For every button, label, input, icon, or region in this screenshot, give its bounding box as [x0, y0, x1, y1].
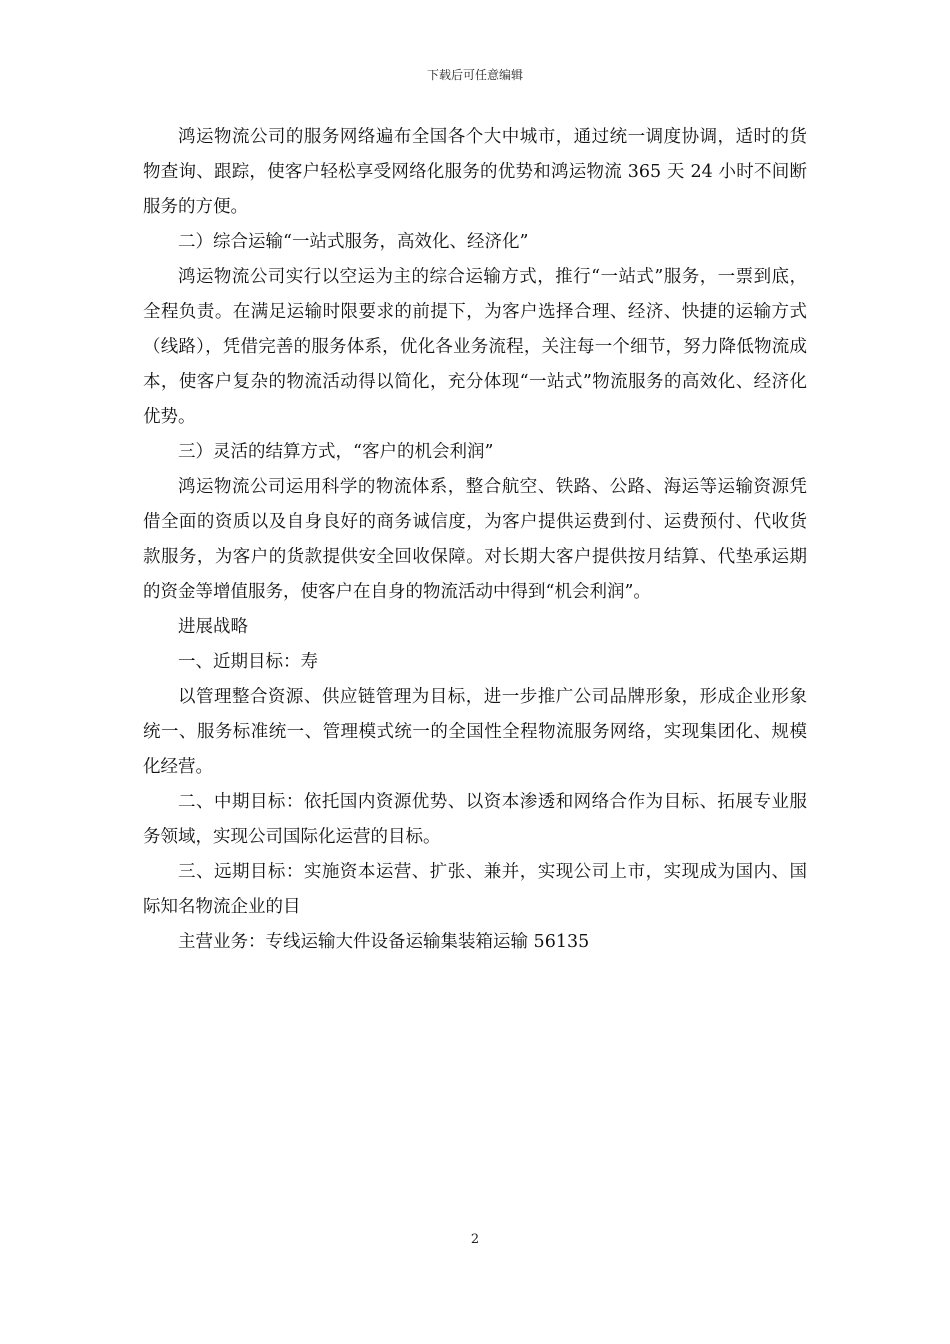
paragraph-short-term-goal: 以管理整合资源、供应链管理为目标，进一步推广公司品牌形象，形成企业形象统一、服务标准统一、管理模式统一的全国性全程物流服务网络，实现集团化、规模化经营。: [143, 687, 807, 777]
heading-flexible-settlement: 三）灵活的结算方式，“客户的机会利润”: [178, 442, 494, 462]
page-number: 2: [470, 1232, 480, 1247]
paragraph-mid-term-goal: 二、中期目标：依托国内资源优势、以资本渗透和网络合作为目标、拓展专业服务领域，实现公司国际化运营的目标。: [143, 792, 807, 847]
heading-integrated-transport: 二）综合运输“一站式服务，高效化、经济化”: [178, 232, 529, 252]
document-body: [143, 120, 807, 960]
paragraph-flexible-settlement: 鸿运物流公司运用科学的物流体系，整合航空、铁路、公路、海运等运输资源凭借全面的资质以及自身良好的商务诚信度，为客户提供运费到付、运费预付、代收货款服务，为客户的货款提供安全回收保障。对长期大客户提供按月结算、代垫承运期的资金等增值服务，使客户在自身的物流活动中得到“机会利润”。: [143, 477, 807, 602]
paragraph-integrated-transport: 鸿运物流公司实行以空运为主的综合运输方式，推行“一站式”服务，一票到底，全程负责。在满足运输时限要求的前提下，为客户选择合理、经济、快捷的运输方式（线路），凭借完善的服务体系，优化各业务流程，关注每一个细节，努力降低物流成本，使客户复杂的物流活动得以简化，充分体现“一站式”物流服务的高效化、经济化优势。: [143, 267, 807, 427]
heading-short-term-goal: 一、近期目标：寿: [178, 652, 318, 672]
page-header: 下载后可任意编辑: [426, 68, 523, 82]
paragraph-service-network: 鸿运物流公司的服务网络遍布全国各个大中城市，通过统一调度协调，适时的货物查询、跟踪，使客户轻松享受网络化服务的优势和鸿运物流 365 天 24 小时不间断服务的方便。: [143, 127, 807, 217]
paragraph-long-term-goal: 三、远期目标：实施资本运营、扩张、兼并，实现公司上市，实现成为国内、国际知名物流企业的目: [143, 862, 807, 917]
heading-development-strategy: 进展战略: [178, 617, 248, 637]
paragraph-main-business: 主营业务：专线运输大件设备运输集装箱运输 56135: [178, 932, 590, 952]
